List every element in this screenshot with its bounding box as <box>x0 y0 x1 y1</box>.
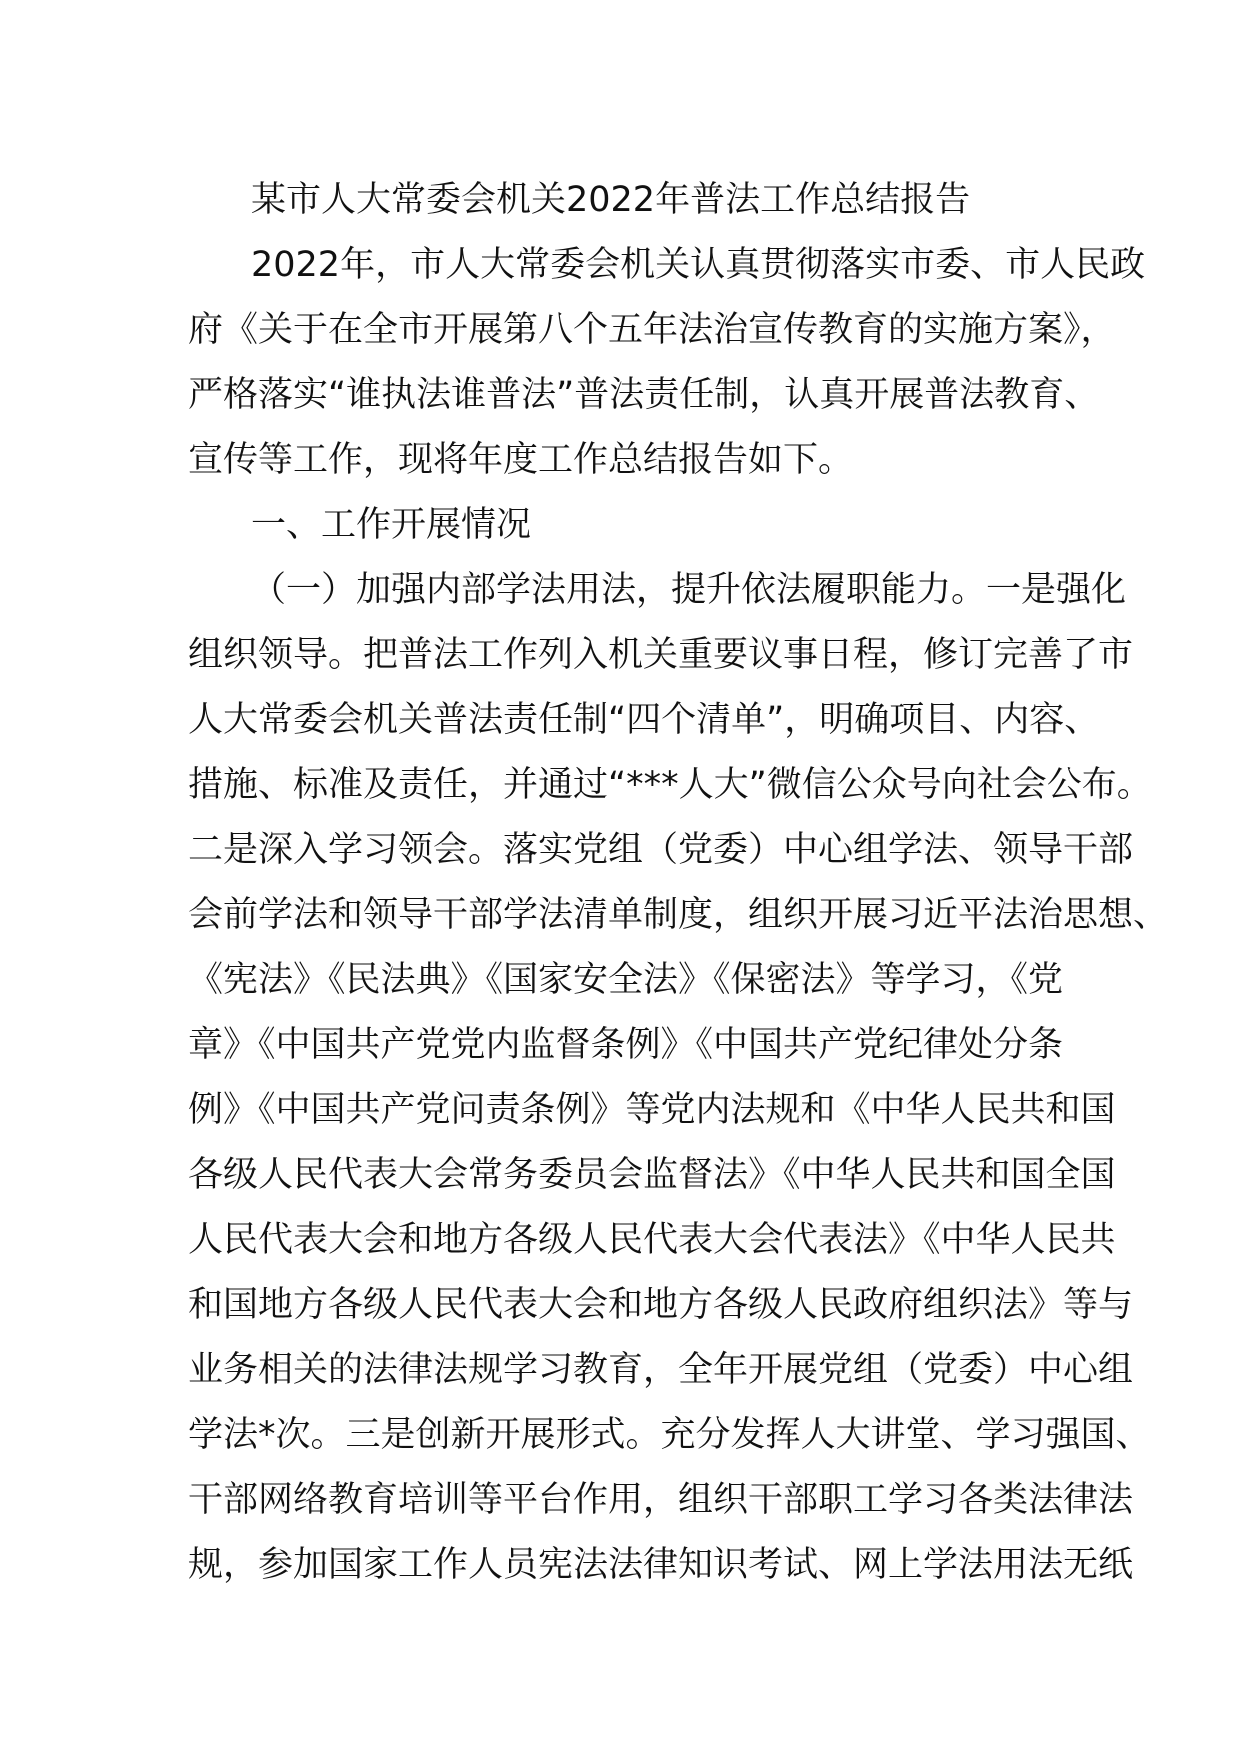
paragraph-line: 府《关于在全市开展第八个五年法治宣传教育的实施方案》， <box>188 310 1116 350</box>
paragraph-line: 规，参加国家工作人员宪法法律知识考试、网上学法用法无纸 <box>188 1545 1134 1585</box>
paragraph-line: 学法*次。三是创新开展形式。充分发挥人大讲堂、学习强国、 <box>188 1415 1151 1455</box>
paragraph-line: （一）加强内部学法用法，提升依法履职能力。一是强化 <box>251 570 1127 610</box>
paragraph-line: 业务相关的法律法规学习教育，全年开展党组（党委）中心组 <box>188 1350 1134 1390</box>
paragraph-line: 组织领导。把普法工作列入机关重要议事日程，修订完善了市 <box>188 635 1134 675</box>
paragraph-line: 宣传等工作，现将年度工作总结报告如下。 <box>188 440 854 480</box>
paragraph-line: 和国地方各级人民代表大会和地方各级人民政府组织法》等与 <box>188 1285 1134 1325</box>
paragraph-line: 干部网络教育培训等平台作用，组织干部职工学习各类法律法 <box>188 1480 1134 1520</box>
paragraph-line: 会前学法和领导干部学法清单制度，组织开展习近平法治思想、 <box>188 895 1169 935</box>
document-body <box>188 168 1169 1598</box>
paragraph-line: 各级人民代表大会常务委员会监督法》《中华人民共和国全国 <box>188 1155 1116 1195</box>
paragraph-line: 措施、标准及责任，并通过“***人大”微信公众号向社会公布。 <box>188 765 1152 805</box>
paragraph-line: 《宪法》《民法典》《国家安全法》《保密法》等学习，《党 <box>188 960 1064 1000</box>
paragraph-line: 严格落实“谁执法谁普法”普法责任制，认真开展普法教育、 <box>188 375 1100 415</box>
paragraph-line: 章》《中国共产党党内监督条例》《中国共产党纪律处分条 <box>188 1025 1064 1065</box>
section-heading: 一、工作开展情况 <box>251 505 532 545</box>
paragraph-line: 人民代表大会和地方各级人民代表大会代表法》《中华人民共 <box>188 1220 1116 1260</box>
paragraph-line: 例》《中国共产党问责条例》等党内法规和《中华人民共和国 <box>188 1090 1116 1130</box>
document-title: 某市人大常委会机关2022年普法工作总结报告 <box>251 180 971 220</box>
paragraph-line: 人大常委会机关普法责任制“四个清单”，明确项目、内容、 <box>188 700 1100 740</box>
paragraph-line: 二是深入学习领会。落实党组（党委）中心组学法、领导干部 <box>188 830 1134 870</box>
paragraph-line: 2022年，市人大常委会机关认真贯彻落实市委、市人民政 <box>251 245 1146 285</box>
